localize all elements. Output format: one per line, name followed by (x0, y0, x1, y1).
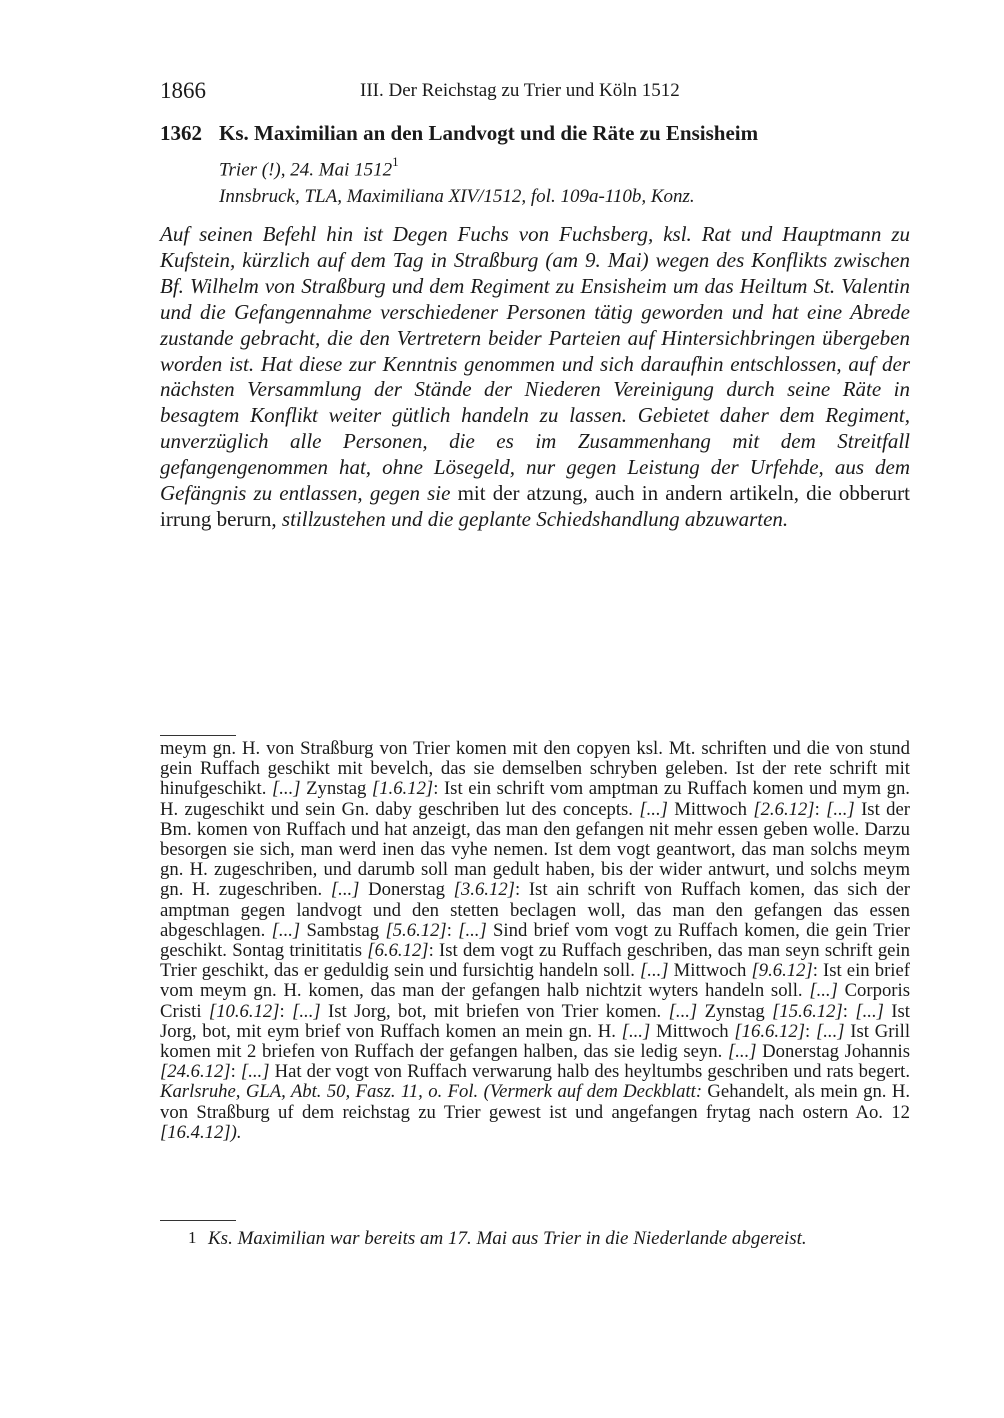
summary-paragraph (160, 222, 910, 533)
footnote-segment: [...] (855, 1000, 884, 1022)
footnote-reference: 1 (392, 154, 399, 169)
footnote-segment: : (805, 1020, 816, 1042)
footnote-segment: : (842, 1000, 856, 1022)
footnote-segment: : (279, 1000, 293, 1022)
footnote-segment: meym gn. H. von Straßburg von Trier komen mit den copyen ksl. Mt. schriften und die von stund gein Ruffach geschikt mit bevelch, das sie demselben schryben geleben. Ist der rete schrift mit hinufgeschikt. (160, 738, 910, 800)
footnote-segment: [...] (826, 798, 855, 820)
footnote-segment: Mittwoch (668, 960, 752, 982)
footnote-segment: Donerstag (359, 879, 454, 901)
document-source: Innsbruck, TLA, Maximiliana XIV/1512, fol. 109a-110b, Konz. (219, 186, 695, 207)
footnote-segment: [...] (727, 1041, 757, 1063)
footnote-segment: Donerstag Johannis (756, 1041, 910, 1063)
summary-segment: Auf seinen Befehl hin ist Degen Fuchs von Fuchsberg, ksl. Rat und Hauptmann zu Kufstein, kürzlich auf dem Tag in Straßburg (am 9. Mai) wegen des Konflikts zwischen Bf. Wilhelm von Straßburg und dem Regiment zu Ensisheim um das Heiltum St. Valentin und die Gefangennahme verschiedener Personen tätig geworden und hat eine Abrede zustande gebracht, die den Vertretern beider Parteien auf Hintersichbringen übergeben worden ist. Hat diese zur Kenntnis genommen und sich daraufhin entschlossen, auf der nächsten Versammlung der Stände der Niederen Vereinigung durch seine Räte in besagtem Konflikt weiter gütlich handeln zu lassen. Gebietet daher dem Regiment, unverzüglich alle Personen, die es im Zusammenhang mit dem Streitfall gefangengenommen hat, ohne Lösegeld, nur gegen Leistung der Urfehde, aus dem Gefängnis zu entlassen, gegen sie (160, 222, 910, 506)
footnote-separator (160, 1220, 236, 1221)
footnote-segment: Zynstag (697, 1000, 773, 1022)
footnote-segment: Ist der Bm. komen von Ruffach und hat anzeigt, das man den gefangen nit mehr essen geben wolle. Darzu besorgen sie sich, man werd inen das vyhe nemen. Ist dem vogt geantwort, das man solchs meym gn. H. zugeschriben, und darumb soll man gedult haben, bis der wider antwurt, und solchs meym gn. H. zugeschriben. (160, 798, 910, 901)
footnote-segment: [...] (458, 919, 487, 941)
footnote-continuation (160, 739, 910, 1143)
footnote-segment: [...] (271, 919, 301, 941)
page-header (160, 78, 910, 108)
footnote-segment: [...] (271, 778, 301, 800)
footnote-segment: : (230, 1061, 241, 1083)
footnote-segment: : Ist ein brief vom meym gn. H. komen, das man der gefangen halb nichtzit wyters handeln soll. (160, 960, 910, 1002)
footnote-segment: Zynstag (300, 778, 372, 800)
footnote-segment: [24.6.12] (160, 1061, 231, 1083)
footnote-segment: [1.6.12] (371, 778, 434, 800)
footnote-segment: : (446, 919, 459, 941)
footnote-segment: Mittwoch (650, 1020, 735, 1042)
footnote-segment: Ist Grill komen mit 2 briefen von Ruffach der gefangen halben, das sie ledig seyn. (160, 1020, 911, 1063)
page-number: 1866 (160, 78, 206, 103)
footnote-segment: [6.6.12] (367, 940, 429, 962)
footnote-segment: Mittwoch (667, 798, 754, 820)
footnote-segment: [...] (809, 980, 838, 1002)
footnote-segment: [15.6.12] (772, 1000, 843, 1022)
footnote-segment: [9.6.12] (751, 960, 813, 982)
running-head: III. Der Reichstag zu Trier und Köln 1512 (360, 80, 680, 101)
summary-segment: stillzustehen und die geplante Schiedshandlung abzuwarten. (281, 506, 789, 531)
footnote-segment: Ist Jorg, bot, mit eym brief von Ruffach komen an mein gn. H. (160, 1000, 910, 1042)
document-number: 1362 (160, 121, 202, 145)
footnote-segment: Corporis Cristi (160, 980, 910, 1022)
footnote-segment: : Ist ein schrift vom amptman zu Ruffach komen und mym gn. H. zugeschikt und sein Gn. daby geschriben lut des concepts. (160, 778, 910, 820)
footnote-marker: 1 (188, 1228, 197, 1247)
footnote-segment: [...] (668, 1000, 698, 1022)
footnote-segment: Karlsruhe, GLA, Abt. 50, Fasz. 11, o. Fol. (Vermerk auf dem Deckblatt: (160, 1081, 703, 1103)
footnote-segment: [...] (621, 1020, 651, 1042)
footnote-segment: [16.6.12] (734, 1020, 806, 1042)
footnote-segment: [16.4.12]). (160, 1121, 242, 1143)
footnote-segment: Hat der vogt von Ruffach verwarung halb des heyltumbs geschriben und rats begert. (269, 1061, 910, 1083)
footnote-text: Ks. Maximilian war bereits am 17. Mai aus Trier in die Niederlande abgereist. (208, 1228, 807, 1249)
footnote-segment: : Ist dem vogt zu Ruffach geschriben, das man seyn schrift gein Trier geschikt, das er geduldig sein und fursichtig handeln soll. (160, 940, 910, 982)
footnote-segment: Ist Jorg, bot, mit briefen von Trier komen. (320, 1000, 669, 1022)
footnote-segment: [...] (639, 798, 668, 820)
date-place-text: Trier (!), 24. Mai 1512 (219, 159, 393, 181)
summary-segment: mit der atzung, auch in andern artikeln, die obberurt irrung berurn, (160, 481, 911, 531)
footnote-separator (160, 735, 236, 736)
footnote-segment: [2.6.12] (753, 798, 815, 820)
document-title: Ks. Maximilian an den Landvogt und die Räte zu Ensisheim (219, 121, 759, 145)
footnote-segment: [...] (330, 879, 360, 901)
footnote-segment: [...] (240, 1061, 270, 1083)
footnote-segment: [3.6.12] (453, 879, 515, 901)
footnote-segment: Sambstag (300, 919, 386, 941)
footnote-segment: : Ist ain schrift von Ruffach komen, das sich der amptman gegen landvogt und den stetten beclagen woll, das man den gefangen das essen abgeschlagen. (160, 879, 910, 941)
document-date-place (219, 156, 399, 181)
footnote-segment: Gehandelt, als mein gn. H. von Straßburg uf dem reichstag zu Trier gewest ist und angefangen frytag nach ostern Ao. 12 (160, 1081, 911, 1123)
footnote-segment: [...] (815, 1020, 845, 1042)
footnote-segment: : (814, 798, 827, 820)
footnote-segment: Sind brief vom vogt zu Ruffach komen, die gein Trier geschikt. Sontag trinititatis (160, 919, 911, 962)
footnote-segment: [10.6.12] (208, 1000, 280, 1022)
footnote-segment: [...] (292, 1000, 321, 1022)
footnote-segment: [5.6.12] (385, 919, 447, 941)
footnote-segment: [...] (640, 960, 669, 982)
